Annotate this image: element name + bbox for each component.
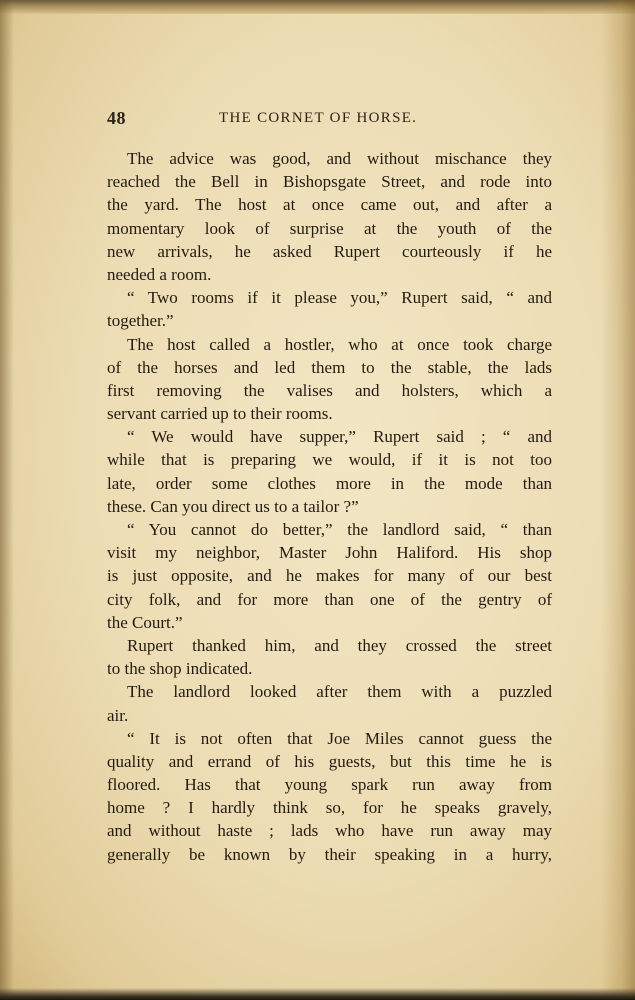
text-line: new arrivals, he asked Rupert courteously if he — [107, 241, 552, 261]
text-line: needed a room. — [107, 264, 212, 284]
text-line: floored. Has that young spark run away from — [107, 775, 552, 795]
text-line: to the shop indicated. — [107, 659, 253, 679]
text-line: “ It is not often that Joe Miles cannot guess the — [127, 728, 552, 748]
text-line: “ You cannot do better,” the landlord said, “ than — [127, 520, 552, 539]
text-line: city folk, and for more than one of the gentry of — [107, 589, 552, 609]
text-line: The host called a hostler, who at once took charge — [127, 334, 552, 354]
body-text — [107, 147, 552, 866]
text-line: momentary look of surprise at the youth of the — [107, 218, 552, 238]
text-line: first removing the valises and holsters, which a — [107, 380, 552, 400]
running-title: THE CORNET OF HORSE. — [219, 110, 418, 126]
text-line: Rupert thanked him, and they crossed the street — [127, 635, 552, 655]
page-top-edge — [0, 0, 635, 14]
text-line: while that is preparing we would, if it is not too — [107, 450, 552, 470]
page-right-edge — [601, 0, 635, 1000]
page-left-edge — [0, 0, 14, 1000]
text-line: is just opposite, and he makes for many of our best — [107, 566, 552, 586]
text-line: quality and errand of his guests, but this time he is — [107, 751, 552, 771]
text-line: The advice was good, and without mischance they — [127, 149, 552, 168]
text-line: The landlord looked after them with a puzzled — [127, 682, 552, 702]
text-line: generally be known by their speaking in a hurry, — [107, 844, 552, 864]
text-line: of the horses and led them to the stable, the lads — [107, 357, 552, 377]
text-line: reached the Bell in Bishopsgate Street, and rode into — [107, 172, 552, 192]
text-line: together.” — [107, 311, 174, 331]
text-line: servant carried up to their rooms. — [107, 404, 333, 424]
text-line: these. Can you direct us to a tailor ?” — [107, 496, 359, 516]
text-line: “ We would have supper,” Rupert said ; “ and — [127, 427, 552, 447]
page-bottom-edge — [0, 988, 635, 1000]
text-line: and without haste ; lads who have run away may — [107, 821, 552, 841]
text-line: the yard. The host at once came out, and after a — [107, 195, 552, 215]
text-line: home ? I hardly think so, for he speaks gravely, — [107, 798, 552, 818]
page-number: 48 — [107, 108, 126, 128]
page-header — [107, 108, 552, 130]
text-line: visit my neighbor, Master John Haliford. His shop — [107, 543, 552, 563]
text-line: the Court.” — [107, 612, 183, 632]
text-line: late, order some clothes more in the mode than — [107, 473, 552, 493]
text-line: air. — [107, 705, 129, 725]
text-line: “ Two rooms if it please you,” Rupert said, “ and — [127, 288, 552, 308]
